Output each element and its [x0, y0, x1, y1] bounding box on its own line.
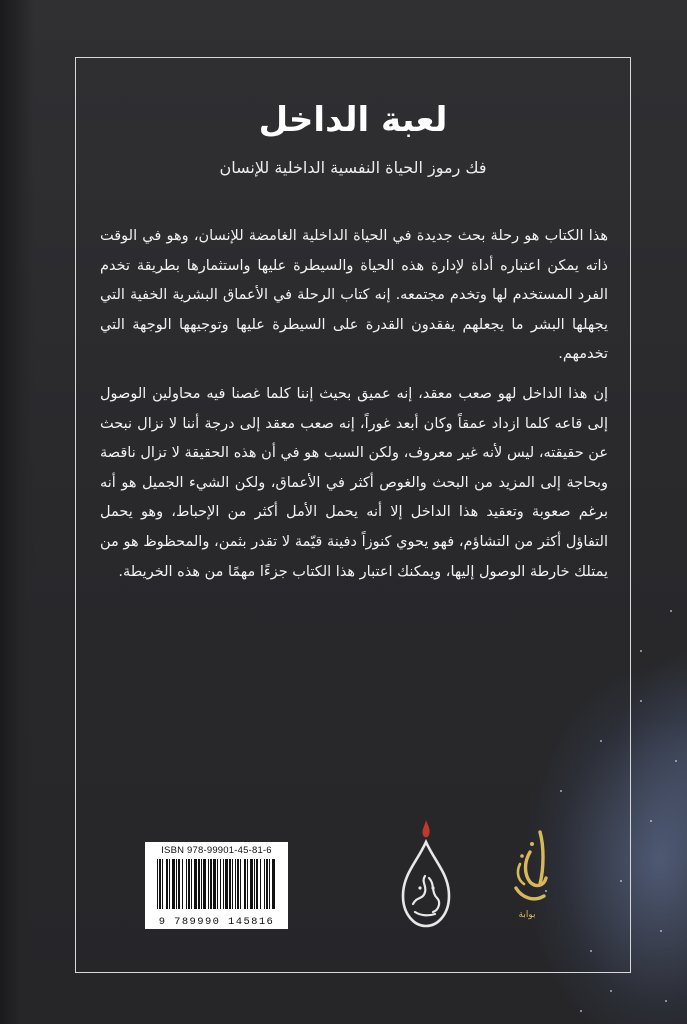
barcode-bar	[178, 859, 180, 909]
barcode-bar	[235, 859, 236, 909]
barcode-bar	[172, 859, 175, 909]
barcode-bar	[198, 859, 200, 909]
barcode-bar	[166, 859, 168, 909]
book-subtitle: فك رموز الحياة النفسية الداخلية للإنسان	[219, 158, 487, 177]
barcode-bar	[240, 859, 241, 909]
barcode-bar	[157, 859, 158, 909]
barcode-bar	[176, 859, 177, 909]
barcode-bar	[223, 859, 224, 909]
barcode-bar	[229, 859, 231, 909]
barcode-bar	[194, 859, 197, 909]
star-dot	[660, 930, 662, 932]
star-dot	[580, 1010, 582, 1012]
star-dot	[665, 1000, 667, 1002]
star-dot	[610, 990, 612, 992]
barcode-bar	[256, 859, 258, 909]
barcode-bar	[162, 859, 163, 909]
barcode-bar	[220, 859, 221, 909]
blurb-paragraph-1: هذا الكتاب هو رحلة بحث جديدة في الحياة الداخلية الغامضة للإنسان، وهو في الوقت ذاته يمكن اعتباره أداة لإدارة هذه الحياة والسيطرة عليها واستثمارها بطريقة تخدم الفرد المستخدم لها وتخدم مجتمعه. إنه كتاب الرحلة في الأعماق البشرية الخفية التي يجهلها البشر ما يجعلهم يفقدون القدرة على السيطرة عليها وتوجيهها الوجهة التي تخدمهم.	[100, 228, 608, 363]
barcode-bar	[210, 859, 212, 909]
spine-shadow	[0, 0, 34, 1024]
isbn-label: ISBN 978-99901-45-81-6	[161, 845, 272, 856]
blurb-text	[100, 222, 608, 587]
blurb-paragraph-2: إن هذا الداخل لهو صعب معقد، إنه عميق بحيث إننا كلما غصنا فيه محاولين الوصول إلى قاعه كلما ازداد عمقاً وكان أبعد غوراً، إنه صعب معقد إلى درجة أننا لا نزال نبحث عن حقيقته، ليس لأنه غير معروف، ولكن السبب هو في أن هذه الحقيقة لا تزال ناقصة وبحاجة إلى المزيد من البحث والغوص أكثر في الأعماق، ولكن الشيء الجميل هو أنه برغم صعوبة وتعقيد هذا الداخل إلا أنه يحمل الأمل أكثر من الإحباط، وهو يحمل التفاؤل أكثر من التشاؤم، فهو يحوي كنوزاً دفينة قيّمة لا تقدر بثمن، والمحظوظ هو من يمتلك خارطة الوصول إليها، ويمكنك اعتبار هذا الكتاب جزءًا مهمًا من هذه الخريطة.	[100, 385, 608, 580]
barcode-bar	[203, 859, 206, 909]
faradis-teardrop-logo-icon	[395, 818, 457, 930]
barcode-bar	[264, 859, 265, 909]
barcode-panel	[145, 842, 288, 929]
barcode-bar	[182, 859, 183, 909]
barcode-bar	[191, 859, 192, 909]
barcode-bar	[186, 859, 187, 909]
barcode-digits: 9 789990 145816	[158, 916, 275, 928]
star-dot	[650, 820, 652, 822]
barcode-bar	[254, 859, 255, 909]
barcode-bars	[157, 859, 276, 909]
book-title: لعبة الداخل	[258, 100, 448, 140]
barcode-bar	[208, 859, 209, 909]
barcode-bar	[232, 859, 233, 909]
publisher-label: بوابة	[518, 910, 536, 920]
barcode-bar	[159, 859, 161, 909]
barcode-bar	[244, 859, 246, 909]
barcode-bar	[201, 859, 202, 909]
barcode-bar	[225, 859, 228, 909]
alkunooz-calligraphy-logo-icon	[510, 828, 550, 912]
barcode-bar	[188, 859, 190, 909]
star-dot	[640, 700, 642, 702]
barcode-bar	[269, 859, 270, 909]
star-dot	[640, 650, 642, 652]
star-dot	[670, 610, 672, 612]
barcode-bar	[217, 859, 218, 909]
barcode-bar	[247, 859, 248, 909]
barcode-bar	[169, 859, 170, 909]
barcode-bar	[250, 859, 253, 909]
star-dot	[675, 760, 677, 762]
barcode-bar	[237, 859, 239, 909]
barcode-bar	[266, 859, 268, 909]
barcode-bar	[260, 859, 261, 909]
barcode-bar	[213, 859, 216, 909]
barcode-bar	[272, 859, 275, 909]
